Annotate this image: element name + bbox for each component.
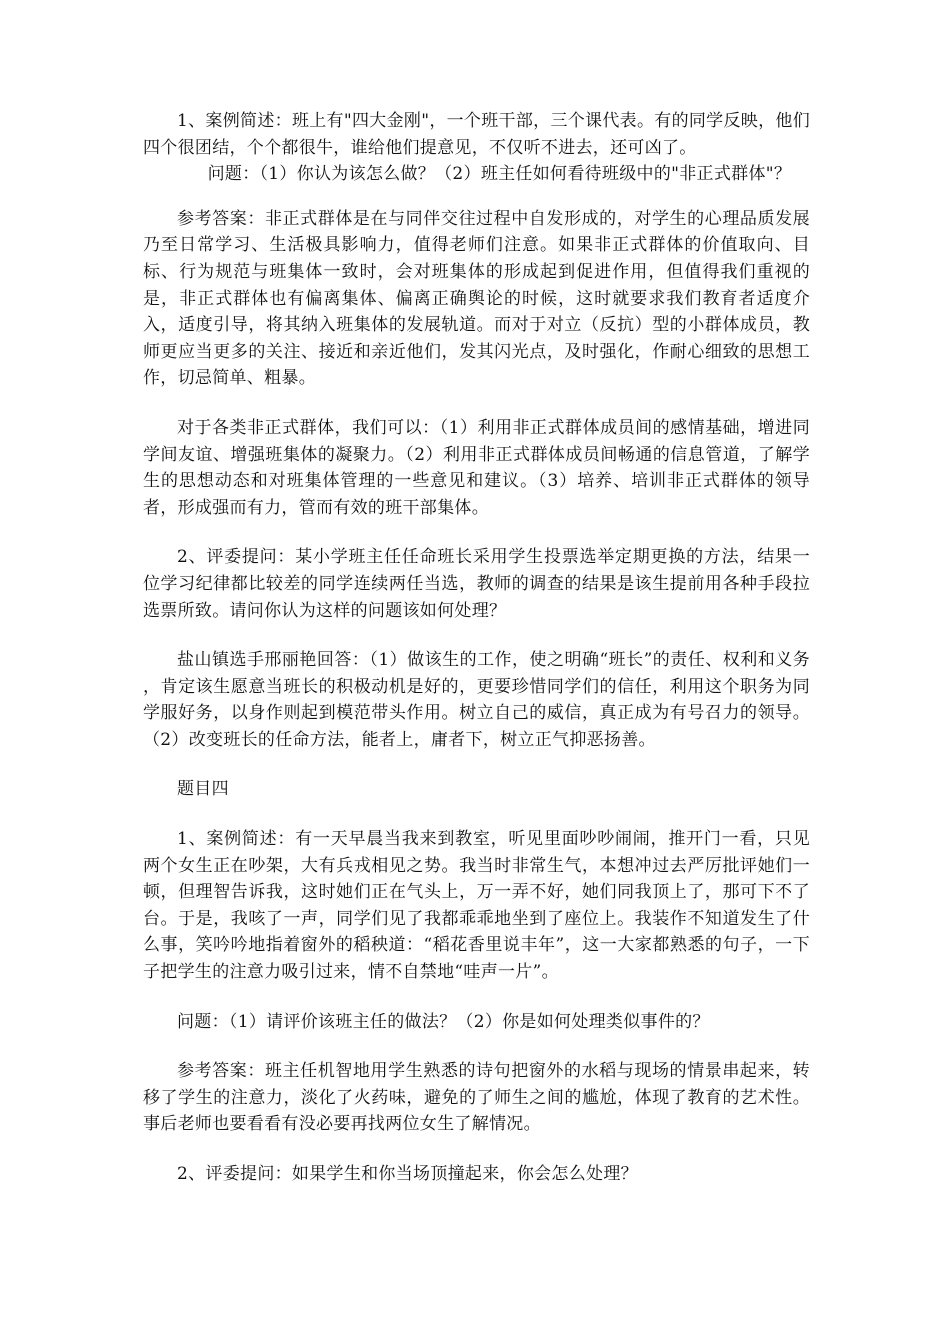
reference-answer-paragraph: 参考答案：非正式群体是在与同伴交往过程中自发形成的，对学生的心理品质发展乃至日常学习、生活极具影响力，值得老师们注意。如果非正式群体的价值取向、目标、行为规范与班集体一致时，会对班集体的形成起到促进作用，但值得我们重视的是，非正式群体也有偏离集体、偏离正确舆论的时候，这时就要求我们教育者适度介入，适度引导，将其纳入班集体的发展轨道。而对于对立（反抗）型的小群体成员，教师更应当更多的关注、接近和亲近他们，发其闪光点，及时强化，作耐心细致的思想工作，切忌简单、粗暴。 [143,208,810,389]
measures-paragraph: 对于各类非正式群体，我们可以：（1）利用非正式群体成员间的感情基础，增进同学间友谊、增强班集体的凝聚力。（2）利用非正式群体成员间畅通的信息管道，了解学生的思想动态和对班集体管理的一些意见和建议。（3）培养、培训非正式群体的领导者，形成强而有力，管而有效的班干部集体。 [143,417,810,518]
case-four-paragraph: 1、案例简述：有一天早晨当我来到教室，听见里面吵吵闹闹，推开门一看，只见两个女生正在吵架，大有兵戎相见之势。我当时非常生气，本想冲过去严厉批评她们一顿，但理智告诉我，这时她们正在气头上，万一弄不好，她们同我顶上了，那可下不了台。于是，我咳了一声，同学们见了我都乖乖地坐到了座位上。我装作不知道发生了什么事，笑吟吟地指着窗外的稻秧道：“稻花香里说丰年”，这一大家都熟悉的句子，一下子把学生的注意力吸引过来，情不自禁地“哇声一片”。 [143,829,810,983]
case-four-answer: 参考答案：班主任机智地用学生熟悉的诗句把窗外的水稻与现场的情景串起来，转移了学生的注意力，淡化了火药味，避免的了师生之间的尴尬，体现了教育的艺术性。事后老师也要看看有没必要再找两位女生了解情况。 [143,1061,810,1135]
document-page [143,108,810,1211]
judge-question-paragraph: 2、评委提问：某小学班主任任命班长采用学生投票选举定期更换的方法，结果一位学习纪律都比较差的同学连续两任当选，教师的调查的结果是该生提前用各种手段拉选票所致。请问你认为这样的问题该如何处理？ [143,547,810,621]
contestant-answer-paragraph: 盐山镇选手邢丽艳回答：（1）做该生的工作，使之明确“班长”的责任、权利和义务 ，肯定该生愿意当班长的积极动机是好的，更要珍惜同学们的信任，利用这个职务为同学服好务，以身作则起到模范带头作用。树立自己的威信，真正成为有号召力的领导。（2）改变班长的任命方法，能者上，庸者下，树立正气抑恶扬善。 [143,650,810,750]
case-one-text: 1、案例简述：班上有"四大金刚"，一个班干部，三个课代表。有的同学反映，他们四个很团结，个个都很牛，谁给他们提意见，不仅听不进去，还可凶了。 [143,111,810,158]
case-four-question: 问题：（1）请评价该班主任的做法？（2）你是如何处理类似事件的？ [177,1011,710,1032]
topic-four-heading: 题目四 [177,779,229,800]
case-one-question: 问题：（1）你认为该怎么做？（2）班主任如何看待班级中的"非正式群体"？ [207,164,792,185]
case-one-paragraph [143,108,810,188]
case-four-judge-question: 2、评委提问：如果学生和你当场顶撞起来，你会怎么处理？ [177,1164,638,1184]
